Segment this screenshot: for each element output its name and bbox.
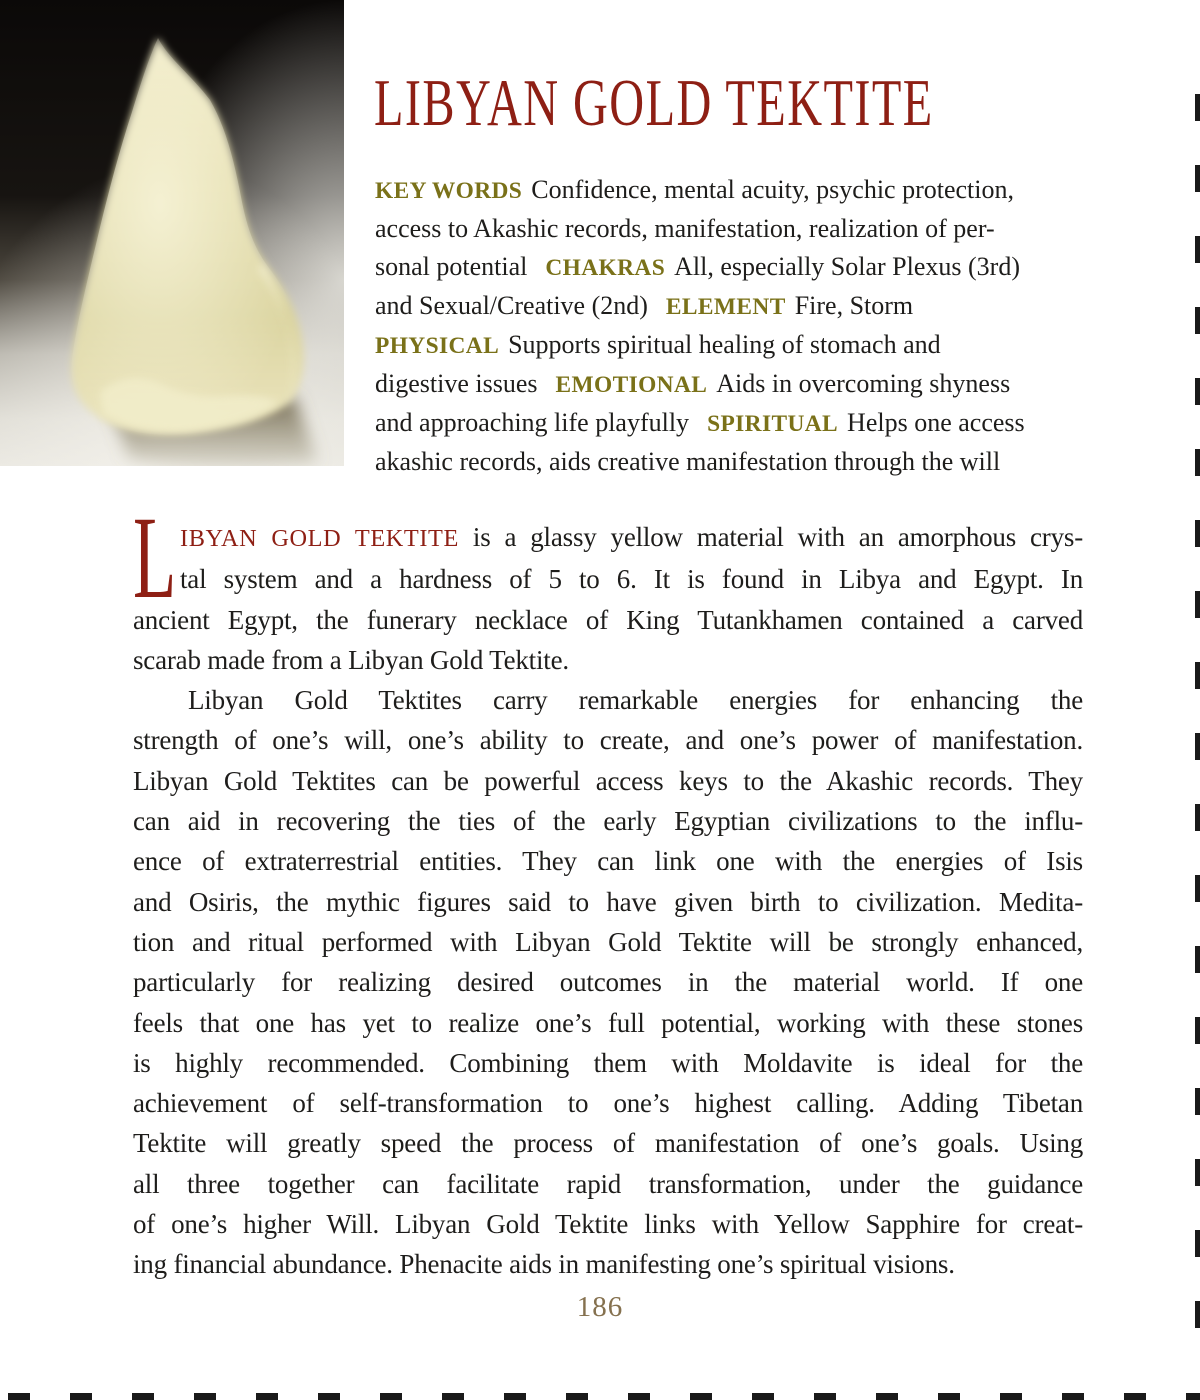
border-dash [318, 1393, 340, 1400]
text-line [133, 1123, 1083, 1163]
text-segment: scarab made from a Libyan Gold Tektite. [133, 644, 569, 675]
page-number: 186 [576, 1291, 624, 1323]
text-line [133, 517, 1083, 559]
border-dash [1124, 1393, 1146, 1400]
property-label: PHYSICAL [375, 333, 500, 359]
text-segment: achievement of self-transformation to one’s highest calling. Adding Tibetan [133, 1088, 1083, 1119]
text-segment: tal system and a hardness of 5 to 6. It is found in Libya and Egypt. In [180, 564, 1083, 595]
border-dash [8, 1393, 30, 1400]
text-segment: ancient Egypt, the funerary necklace of King Tutankhamen contained a carved [133, 604, 1083, 635]
border-dash [194, 1393, 216, 1400]
border-dash [1195, 236, 1200, 263]
text-segment: feels that one has yet to realize one’s full potential, working with these stones [133, 1007, 1083, 1038]
border-dash [938, 1393, 960, 1400]
border-dash [566, 1393, 588, 1400]
drop-cap: L [133, 492, 177, 623]
text-line [133, 922, 1083, 962]
text-segment: Confidence, mental acuity, psychic protection, [531, 175, 1014, 204]
text-segment: access to Akashic records, manifestation, realization of per- [375, 214, 995, 243]
text-line [375, 404, 1103, 443]
border-dash [380, 1393, 402, 1400]
text-line [133, 559, 1083, 599]
text-line [133, 600, 1083, 640]
text-segment: Libyan Gold Tektites can be powerful access keys to the Akashic records. They [133, 765, 1083, 796]
bottom-dash-border [8, 1393, 1200, 1400]
border-dash [1195, 1017, 1200, 1044]
text-segment: Helps one access [847, 408, 1025, 437]
text-line [133, 1164, 1083, 1204]
border-dash [690, 1393, 712, 1400]
text-line [375, 326, 1103, 365]
text-line [133, 720, 1083, 760]
text-segment: can aid in recovering the ties of the early Egyptian civilizations to the influ- [133, 806, 1083, 837]
border-dash [1195, 94, 1200, 121]
text-line [375, 287, 1103, 326]
border-dash [1195, 733, 1200, 760]
border-dash [814, 1393, 836, 1400]
border-dash [1195, 378, 1200, 405]
border-dash [1195, 662, 1200, 689]
text-line [133, 1204, 1083, 1244]
text-segment: digestive issues [375, 369, 538, 398]
text-line [375, 210, 1103, 248]
border-dash [1195, 449, 1200, 476]
text-segment: strength of one’s will, one’s ability to create, and one’s power of manifestation. [133, 725, 1083, 756]
property-label: EMOTIONAL [555, 372, 708, 398]
stone-photo [0, 0, 344, 466]
text-segment: tion and ritual performed with Libyan Gold Tektite will be strongly enhanced, [133, 926, 1083, 957]
paragraph-main [133, 680, 1083, 1284]
border-dash [1062, 1393, 1084, 1400]
text-line [133, 1043, 1083, 1083]
border-dash [1195, 591, 1200, 618]
text-line [133, 962, 1083, 1002]
text-segment: and Sexual/Creative (2nd) [375, 291, 648, 320]
text-line [133, 640, 1083, 680]
text-segment: and Osiris, the mythic figures said to have given birth to civilization. Medita- [133, 886, 1083, 917]
border-dash [1195, 804, 1200, 831]
border-dash [1195, 1159, 1200, 1186]
border-dash [1195, 1230, 1200, 1257]
border-dash [1186, 1393, 1200, 1400]
text-segment: Aids in overcoming shyness [716, 369, 1011, 398]
text-segment: Tektite will greatly speed the process of manifestation of one’s goals. Using [133, 1128, 1083, 1159]
border-dash [1195, 946, 1200, 973]
border-dash [1000, 1393, 1022, 1400]
text-line [133, 1244, 1083, 1284]
text-line [133, 1083, 1083, 1123]
text-segment: Libyan Gold Tektites carry remarkable energies for enhancing the [188, 685, 1083, 716]
text-segment: Supports spiritual healing of stomach and [508, 330, 941, 359]
text-line [375, 248, 1103, 287]
text-segment: ence of extraterrestrial entities. They can link one with the energies of Isis [133, 846, 1083, 877]
border-dash [628, 1393, 650, 1400]
text-segment: and approaching life playfully [375, 408, 690, 437]
text-segment: akashic records, aids creative manifestation through the will [375, 447, 1001, 476]
page-title: LIBYAN GOLD TEKTITE [374, 66, 934, 140]
property-label: ELEMENT [665, 294, 786, 320]
border-dash [752, 1393, 774, 1400]
border-dash [1195, 1088, 1200, 1115]
article-body [133, 492, 1083, 1285]
border-dash [132, 1393, 154, 1400]
text-line [133, 841, 1083, 881]
text-line [133, 882, 1083, 922]
text-segment: ing financial abundance. Phenacite aids in manifesting one’s spiritual visions. [133, 1249, 955, 1280]
text-line [133, 680, 1083, 720]
border-dash [1195, 165, 1200, 192]
text-segment: is highly recommended. Combining them with Moldavite is ideal for the [133, 1047, 1083, 1078]
border-dash [1195, 307, 1200, 334]
border-dash [256, 1393, 278, 1400]
text-segment: all three together can facilitate rapid transformation, under the guidance [133, 1168, 1083, 1199]
border-dash [876, 1393, 898, 1400]
text-line [375, 171, 1103, 210]
text-segment: particularly for realizing desired outcomes in the material world. If one [133, 967, 1083, 998]
border-dash [442, 1393, 464, 1400]
text-segment: Fire, Storm [794, 291, 914, 320]
text-segment: of one’s higher Will. Libyan Gold Tektite links with Yellow Sapphire for creat- [133, 1209, 1083, 1240]
border-dash [1195, 1301, 1200, 1328]
border-dash [504, 1393, 526, 1400]
property-label: CHAKRAS [545, 255, 666, 281]
border-dash [1195, 875, 1200, 902]
text-segment: is a glassy yellow material with an amorphous crys- [458, 522, 1083, 552]
border-dash [1195, 520, 1200, 547]
text-segment: sonal potential [375, 252, 528, 281]
border-dash [70, 1393, 92, 1400]
text-line [133, 801, 1083, 841]
text-line [375, 443, 1103, 481]
property-label: KEY WORDS [375, 178, 523, 204]
text-line [133, 1003, 1083, 1043]
properties-block [375, 171, 1103, 481]
text-segment: All, especially Solar Plexus (3rd) [674, 252, 1020, 281]
lead-smallcaps: IBYAN GOLD TEKTITE [180, 525, 459, 552]
paragraph-intro [133, 492, 1083, 680]
property-label: SPIRITUAL [707, 411, 839, 437]
right-dash-border [1195, 94, 1200, 1328]
text-line [133, 761, 1083, 801]
text-line [375, 365, 1103, 404]
